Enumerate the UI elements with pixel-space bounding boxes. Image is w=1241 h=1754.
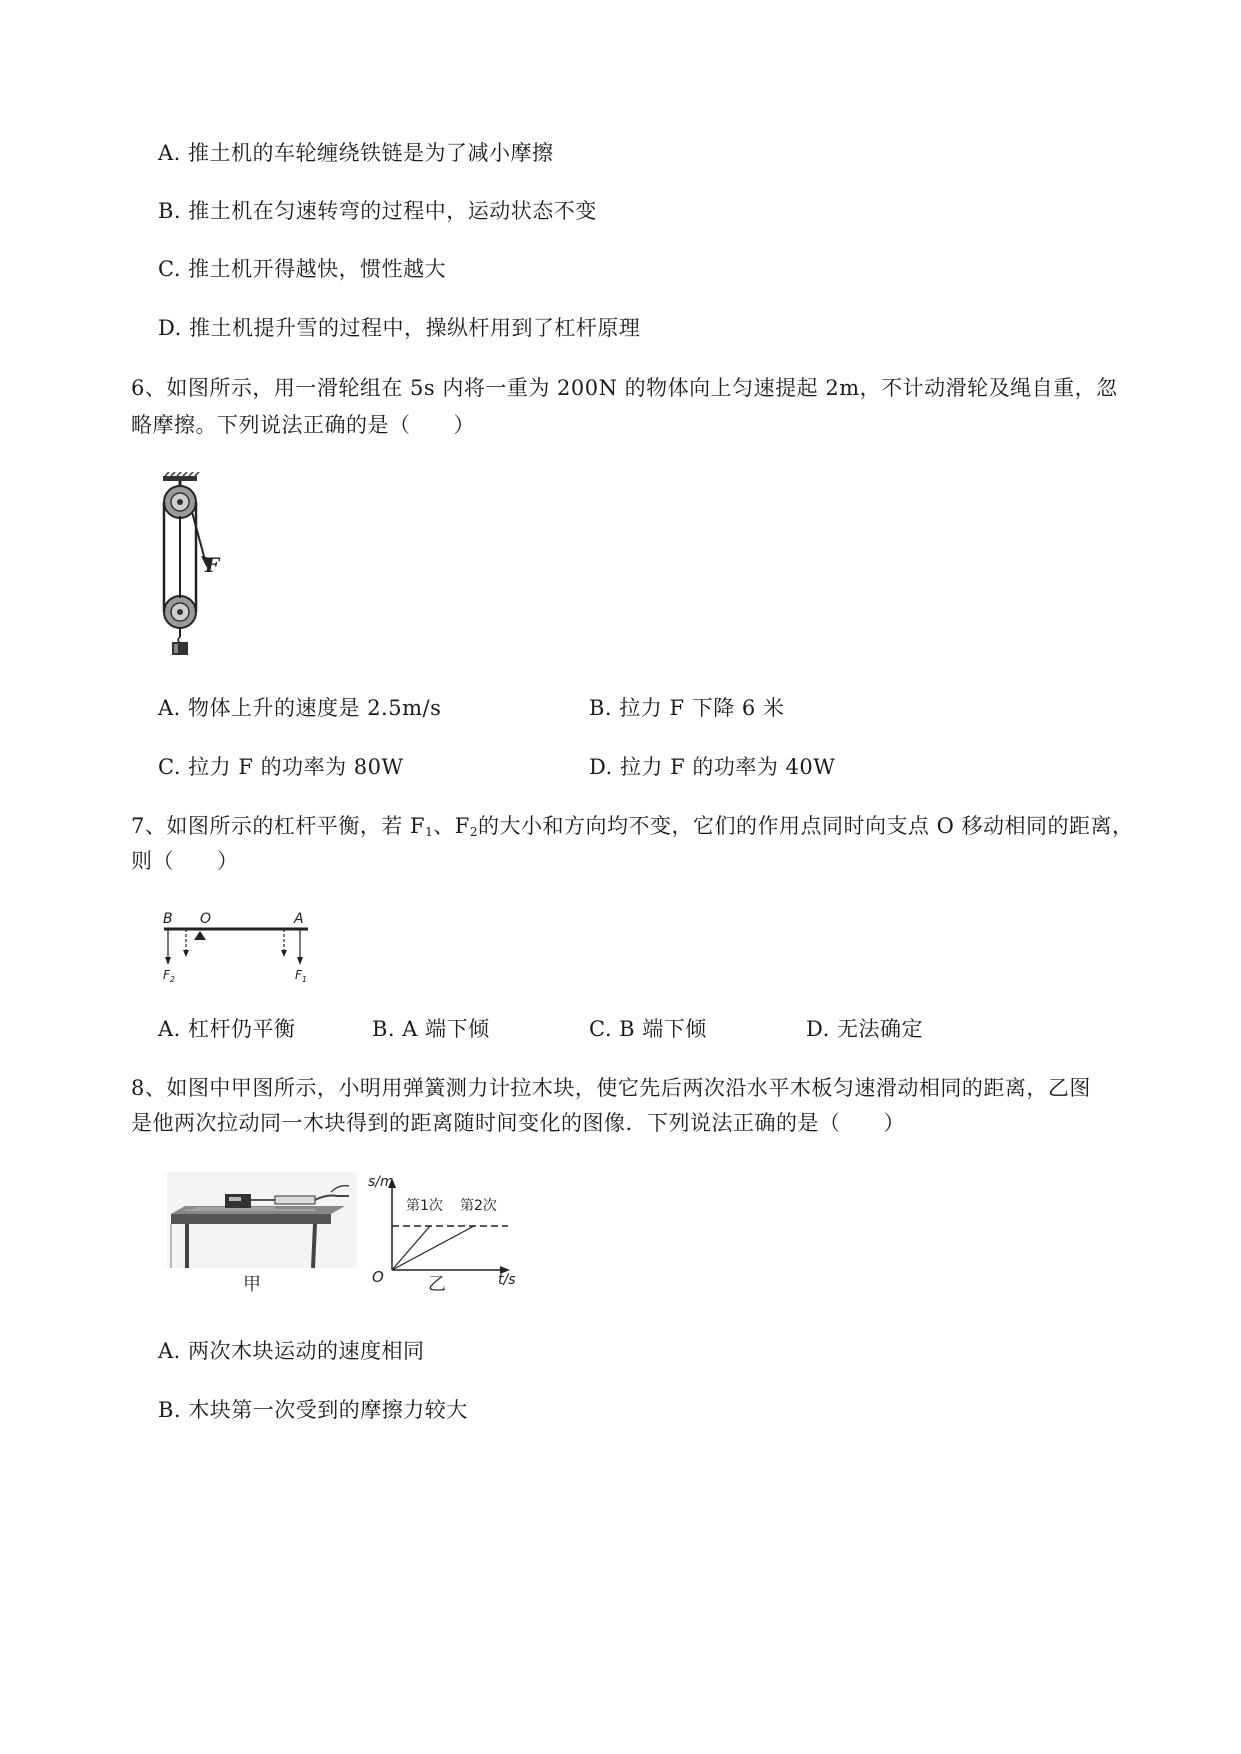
lever-point-a: A (294, 911, 304, 927)
q5-option-c: C. 推土机开得越快，惯性越大 (158, 257, 447, 281)
q7-stem-line2: 则（ ） (131, 849, 239, 873)
graph-origin: O (372, 1268, 384, 1286)
figure-jia-label: 甲 (243, 1274, 261, 1295)
q8-option-b: B. 木块第一次受到的摩擦力较大 (158, 1398, 468, 1422)
graph-line2-label: 第2次 (460, 1198, 497, 1214)
distance-time-graph (368, 1170, 528, 1300)
figure-yi-label: 乙 (428, 1274, 446, 1295)
q6-option-c: C. 拉力 F 的功率为 80W (158, 755, 404, 779)
lever-force-f1: $F_1$ (295, 968, 307, 983)
q5-option-b: B. 推土机在匀速转弯的过程中，运动状态不变 (158, 199, 597, 223)
q5-option-d: D. 推土机提升雪的过程中，操纵杆用到了杠杆原理 (158, 316, 641, 340)
q7-option-b: B. A 端下倾 (372, 1017, 490, 1041)
graph-line1-label: 第1次 (406, 1198, 443, 1214)
graph-xlabel: t/s (498, 1272, 516, 1288)
q8-stem-line2: 是他两次拉动同一木块得到的距离随时间变化的图像．下列说法正确的是（ ） (131, 1111, 905, 1135)
q8-stem-line1: 8、如图中甲图所示，小明用弹簧测力计拉木块，使它先后两次沿水平木板匀速滑动相同的距离，乙图 (131, 1076, 1091, 1100)
q6-stem-line2: 略摩擦。下列说法正确的是（ ） (131, 413, 475, 437)
q6-stem-line1: 6、如图所示，用一滑轮组在 5s 内将一重为 200N 的物体向上匀速提起 2m，不计动滑轮及绳自重，忽 (131, 376, 1118, 400)
q6-option-b: B. 拉力 F 下降 6 米 (589, 696, 785, 720)
graph-ylabel: s/m (368, 1174, 394, 1190)
q7-option-c: C. B 端下倾 (589, 1017, 707, 1041)
lever-point-b: B (163, 911, 173, 927)
q7-stem-line1: 7、如图所示的杠杆平衡，若 $F_1$、$F_2$的大小和方向均不变，它们的作用点同时向支点 O 移动相同的距离， (131, 814, 1134, 839)
q7-option-d: D. 无法确定 (806, 1017, 923, 1041)
lever-fulcrum-o: O (200, 911, 212, 927)
q8-option-a: A. 两次木块运动的速度相同 (158, 1339, 425, 1363)
spring-scale-table-figure (165, 1170, 365, 1300)
pulley-system-figure (155, 472, 235, 662)
lever-force-f2: $F_2$ (163, 968, 175, 983)
q6-option-d: D. 拉力 F 的功率为 40W (589, 755, 836, 779)
lever-figure (158, 905, 318, 983)
q7-option-a: A. 杠杆仍平衡 (158, 1017, 296, 1041)
q6-option-a: A. 物体上升的速度是 2.5m/s (158, 696, 442, 720)
q5-option-a: A. 推土机的车轮缠绕铁链是为了减小摩擦 (158, 141, 554, 165)
force-f-label: F (205, 553, 220, 577)
